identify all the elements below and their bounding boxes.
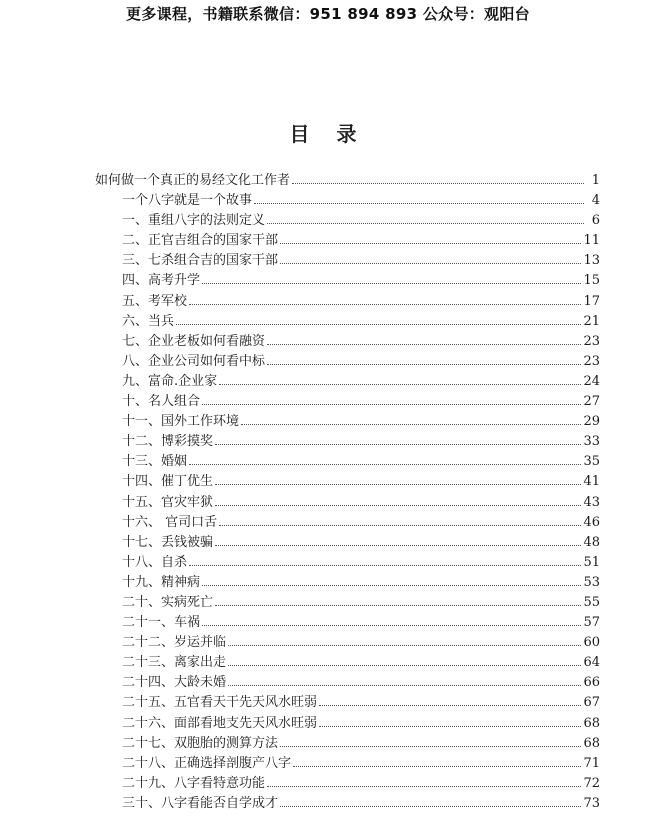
- toc-entry-page: 68: [583, 715, 600, 731]
- toc-dot-leader: [219, 524, 581, 526]
- toc-dot-leader: [189, 303, 581, 305]
- toc-entry[interactable]: [95, 493, 600, 513]
- toc-dot-leader: [319, 704, 581, 706]
- toc-entry[interactable]: [95, 573, 600, 593]
- toc-entry-page: 51: [583, 554, 600, 570]
- toc-entry-page: 4: [591, 193, 600, 209]
- toc-entry[interactable]: [95, 412, 600, 432]
- toc-entry-title: 二十九、八字看特意功能: [122, 775, 266, 791]
- toc-entry[interactable]: [95, 271, 600, 291]
- toc-entry[interactable]: [95, 472, 600, 492]
- toc-entry-page: 46: [583, 514, 600, 530]
- toc-entry-title: 二十六、面部看地支先天风水旺弱: [122, 715, 318, 731]
- toc-entry-title: 二、正官吉组合的国家干部: [122, 233, 279, 249]
- toc-entry[interactable]: [95, 693, 600, 713]
- toc-entry-title: 一个八字就是一个故事: [122, 193, 253, 209]
- toc-dot-leader: [254, 202, 584, 204]
- toc-entry-page: 55: [583, 594, 600, 610]
- toc-entry-title: 四、高考升学: [122, 273, 201, 289]
- toc-entry[interactable]: [95, 653, 600, 673]
- toc-entry-page: 43: [583, 494, 600, 510]
- toc-entry-page: 23: [583, 353, 600, 369]
- toc-entry-page: 6: [591, 213, 600, 229]
- toc-entry-title: 十九、精神病: [122, 574, 201, 590]
- toc-entry[interactable]: [95, 714, 600, 734]
- toc-entry-title: 十二、博彩摸奖: [122, 434, 214, 450]
- toc-dot-leader: [280, 242, 581, 244]
- toc-entry-page: 11: [583, 233, 600, 249]
- toc-entry-page: 24: [583, 373, 600, 389]
- toc-dot-leader: [219, 383, 581, 385]
- toc-entry-title: 十五、官灾牢狱: [122, 494, 214, 510]
- toc-entry-title: 十七、丢钱被骗: [122, 534, 214, 550]
- toc-entry[interactable]: [95, 593, 600, 613]
- toc-entry-title: 二十七、双胞胎的测算方法: [122, 735, 279, 751]
- toc-entry[interactable]: [95, 211, 600, 231]
- toc-entry-page: 60: [583, 635, 600, 651]
- toc-dot-leader: [292, 182, 584, 184]
- table-of-contents: [95, 171, 600, 814]
- toc-entry-title: 七、企业老板如何看融资: [122, 333, 266, 349]
- toc-dot-leader: [215, 544, 581, 546]
- toc-entry[interactable]: [95, 633, 600, 653]
- toc-entry[interactable]: [95, 673, 600, 693]
- toc-dot-leader: [202, 584, 581, 586]
- page-title: 目 录: [289, 122, 367, 146]
- toc-entry[interactable]: [95, 452, 600, 472]
- toc-dot-leader: [241, 423, 581, 425]
- page-header: 更多课程，书籍联系微信：951 894 893 公众号：观阳台: [126, 5, 530, 23]
- toc-entry[interactable]: [95, 734, 600, 754]
- toc-dot-leader: [215, 443, 581, 445]
- toc-entry-title: 十八、自杀: [122, 554, 188, 570]
- toc-entry-page: 67: [583, 695, 600, 711]
- toc-entry-title: 二十五、五官看天干先天风水旺弱: [122, 695, 318, 711]
- toc-entry-page: 48: [583, 534, 600, 550]
- toc-entry-page: 33: [583, 434, 600, 450]
- toc-entry[interactable]: [95, 312, 600, 332]
- toc-entry-title: 一、重组八字的法则定义: [122, 213, 266, 229]
- toc-entry-page: 29: [583, 414, 600, 430]
- toc-dot-leader: [280, 745, 581, 747]
- toc-dot-leader: [189, 463, 581, 465]
- toc-dot-leader: [176, 323, 581, 325]
- toc-entry-title: 二十、实病死亡: [122, 594, 214, 610]
- toc-entry-page: 21: [583, 313, 600, 329]
- toc-dot-leader: [267, 785, 581, 787]
- toc-entry-page: 23: [583, 333, 600, 349]
- toc-entry-title: 十、名人组合: [122, 394, 201, 410]
- toc-entry-page: 66: [583, 675, 600, 691]
- toc-entry[interactable]: [95, 251, 600, 271]
- toc-entry[interactable]: [95, 754, 600, 774]
- toc-entry-title: 十一、国外工作环境: [122, 414, 240, 430]
- toc-entry-title: 八、企业公司如何看中标: [122, 353, 266, 369]
- toc-entry-page: 68: [583, 735, 600, 751]
- toc-dot-leader: [215, 504, 581, 506]
- toc-entry-title: 十三、婚姻: [122, 454, 188, 470]
- toc-entry-page: 27: [583, 394, 600, 410]
- toc-entry[interactable]: [95, 372, 600, 392]
- toc-entry[interactable]: [95, 613, 600, 633]
- toc-entry-page: 17: [583, 293, 600, 309]
- toc-entry[interactable]: [95, 794, 600, 814]
- toc-dot-leader: [293, 765, 581, 767]
- toc-entry[interactable]: [95, 191, 600, 211]
- toc-entry-page: 73: [583, 795, 600, 811]
- toc-dot-leader: [267, 222, 584, 224]
- toc-entry[interactable]: [95, 292, 600, 312]
- toc-dot-leader: [202, 282, 581, 284]
- toc-dot-leader: [202, 403, 581, 405]
- toc-dot-leader: [215, 604, 581, 606]
- toc-entry-page: 13: [583, 253, 600, 269]
- toc-entry-title: 六、当兵: [122, 313, 175, 329]
- toc-entry[interactable]: [95, 774, 600, 794]
- toc-dot-leader: [189, 564, 581, 566]
- toc-entry-page: 64: [583, 655, 600, 671]
- toc-entry[interactable]: [95, 332, 600, 352]
- toc-dot-leader: [215, 483, 581, 485]
- toc-dot-leader: [267, 363, 581, 365]
- toc-entry-title: 二十三、离家出走: [122, 655, 227, 671]
- toc-entry-page: 53: [583, 574, 600, 590]
- toc-entry[interactable]: [95, 352, 600, 372]
- toc-dot-leader: [280, 262, 581, 264]
- toc-entry[interactable]: [95, 533, 600, 553]
- toc-entry[interactable]: [95, 171, 600, 191]
- toc-entry[interactable]: [95, 231, 600, 251]
- toc-entry-page: 15: [583, 273, 600, 289]
- toc-entry-page: 72: [583, 775, 600, 791]
- toc-entry[interactable]: [95, 432, 600, 452]
- toc-dot-leader: [280, 805, 581, 807]
- toc-entry-page: 1: [591, 173, 600, 188]
- toc-entry[interactable]: [95, 392, 600, 412]
- toc-entry-title: 十六、 官司口舌: [122, 514, 218, 530]
- toc-entry[interactable]: [95, 553, 600, 573]
- toc-dot-leader: [319, 725, 581, 727]
- toc-entry-title: 二十八、正确选择剖腹产八字: [122, 755, 292, 771]
- toc-entry-page: 35: [583, 454, 600, 470]
- toc-entry-page: 41: [583, 474, 600, 490]
- toc-entry-title: 三十、八字看能否自学成才: [122, 795, 279, 811]
- toc-dot-leader: [228, 684, 581, 686]
- toc-dot-leader: [202, 624, 581, 626]
- toc-entry-title: 三、七杀组合吉的国家干部: [122, 253, 279, 269]
- toc-entry-title: 五、考军校: [122, 293, 188, 309]
- toc-entry-title: 如何做一个真正的易经文化工作者: [95, 173, 291, 188]
- toc-dot-leader: [228, 644, 581, 646]
- toc-entry-title: 九、富命.企业家: [122, 373, 218, 389]
- toc-entry-title: 二十二、岁运并临: [122, 635, 227, 651]
- toc-entry-title: 二十四、大龄未婚: [122, 675, 227, 691]
- toc-dot-leader: [267, 343, 581, 345]
- toc-entry[interactable]: [95, 513, 600, 533]
- toc-entry-page: 57: [583, 615, 600, 631]
- toc-entry-page: 71: [583, 755, 600, 771]
- toc-entry-title: 十四、催丁优生: [122, 474, 214, 490]
- toc-dot-leader: [228, 664, 581, 666]
- toc-entry-title: 二十一、车祸: [122, 615, 201, 631]
